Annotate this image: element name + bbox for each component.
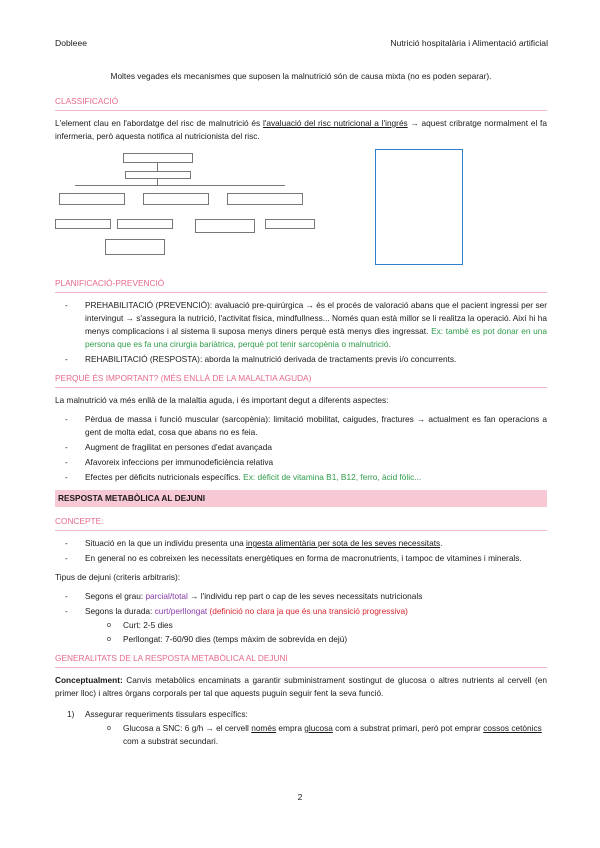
diagram-box-branch-1 [59, 193, 125, 205]
list-item: - REHABILITACIÓ (RESPOSTA): aborda la malnutrició derivada de tractaments previs i/o concurrents. [55, 353, 547, 366]
planificacio-list [55, 299, 547, 366]
list-item: - Efectes per dèficits nutricionals específics. Ex: dèficit de vitamina B1, B12, ferro, àcid fòlic... [55, 471, 547, 484]
diagram-box-top [123, 153, 193, 163]
document-body [55, 70, 547, 750]
intro-text: Moltes vegades els mecanismes que suposen la malnutrició són de causa mixta (no es poden separar). [110, 71, 492, 81]
risk-screening-diagram [55, 149, 547, 271]
numbered-item: 1) Assegurar requeriments tissulars específics: o Glucosa a SNC: 6 g/h → el cervell només empra glucosa com a substrat primari, però pot emprar cossos cetònics com a substrat secundari. [55, 708, 547, 748]
tipus-dejuni: Tipus de dejuni (criteris arbitraris): [55, 572, 181, 582]
sublist-item: o Glucosa a SNC: 6 g/h → el cervell només empra glucosa com a substrat primari, però pot emprar cossos cetònics com a substrat secundari. [55, 722, 547, 748]
list-item: - Segons el grau: parcial/total → l'individu rep part o cap de les seves necessitats nutricionals [55, 590, 547, 603]
diagram-box-leaf-5 [105, 239, 165, 255]
section-generalitats-title: GENERALITATS DE LA RESPOSTA METABÒLICA AL DEJUNI [55, 652, 547, 668]
perque-intro: La malnutrició va més enllà de la malaltia aguda, i és important degut a diferents aspectes: [55, 395, 389, 405]
classificacio-paragraph: L'element clau en l'abordatge del risc de malnutrició és l'avaluació del risc nutricional a l'ingrés → aquest cribratge normalment el fa infermeria, però aquesta notifica al nutricionista del risc. [55, 118, 547, 141]
perque-list [55, 413, 547, 484]
list-item: - Pèrdua de massa i funció muscular (sarcopènia): limitació mobilitat, caigudes, fractures → actualment es fan operacions a gent de molta edat, cosa que abans no es feia. [55, 413, 547, 439]
header-author: Dobleee [55, 38, 88, 48]
list-item: - PREHABILITACIÓ (PREVENCIÓ): avaluació pre-quirúrgica → és el procés de valoració abans que el pacient ingressi per ser intervingut → s'assegura la nutrició, l'activitat física, mindfullness... Només quan està millor se li realitza la operació. Així hi ha menys complicacions i al sistema li suposa menys diners perquè està menys dies ingressat. Ex: també es pot donar en una persona que es fa una cirurgia bariàtrica, perquè pot tenir sarcopènia o malnutrició. [55, 299, 547, 351]
generalitats-numbered-list [55, 708, 547, 748]
durada-sublist [55, 619, 547, 646]
diagram-connector [157, 163, 158, 171]
diagram-box-middle [125, 171, 191, 179]
list-item: - Segons la durada: curt/perllongat (definició no clara ja que és una transició progressiva) o Curt: 2-5 dies o Perllongat: 7-60/90 dies (temps màxim de sobrevida en dejú) [55, 605, 547, 646]
requeriments-sublist [55, 722, 547, 748]
diagram-box-leaf-4 [265, 219, 315, 229]
section-classificacio-title: CLASSIFICACIÓ [55, 95, 547, 111]
generalitats-paragraph: Conceptualment: Canvis metabòlics encaminats a garantir subministrament sostingut de glucosa o altres nutrients al cervell (en primer lloc) i altres òrgans corporals per tal que aquests puguin seguir fent la seva funció. [55, 675, 547, 698]
page-number: 2 [297, 792, 303, 802]
list-item: - Situació en la que un individu presenta una ingesta alimentària per sota de les seves necessitats. [55, 537, 547, 550]
concepte-list [55, 537, 547, 565]
diagram-box-leaf-2 [117, 219, 173, 229]
sublist-item: o Perllongat: 7-60/90 dies (temps màxim de sobrevida en dejú) [55, 633, 547, 646]
diagram-box-right-panel [375, 149, 463, 265]
header-title: Nutrició hospitalària i Alimentació artificial [390, 38, 548, 48]
diagram-box-leaf-3 [195, 219, 255, 233]
diagram-box-leaf-1 [55, 219, 111, 229]
tipus-list [55, 590, 547, 646]
section-resposta-title: RESPOSTA METABÒLICA AL DEJUNI [55, 490, 547, 507]
list-item: - Augment de fragilitat en persones d'edat avançada [55, 441, 547, 454]
section-planificacio-title: PLANIFICACIÓ-PREVENCIÓ [55, 277, 547, 293]
diagram-box-branch-3 [227, 193, 303, 205]
subsection-concepte-title: CONCEPTE: [55, 515, 547, 531]
diagram-box-branch-2 [143, 193, 209, 205]
list-item: - En general no es cobreixen les necessitats energètiques en forma de macronutrients, i tampoc de vitamines i minerals. [55, 552, 547, 565]
list-item: - Afavoreix infeccions per immunodeficiència relativa [55, 456, 547, 469]
section-perque-title: PERQUÈ ÉS IMPORTANT? (MÉS ENLLÀ DE LA MALALTIA AGUDA) [55, 372, 547, 388]
sublist-item: o Curt: 2-5 dies [55, 619, 547, 632]
diagram-connector [75, 185, 285, 186]
